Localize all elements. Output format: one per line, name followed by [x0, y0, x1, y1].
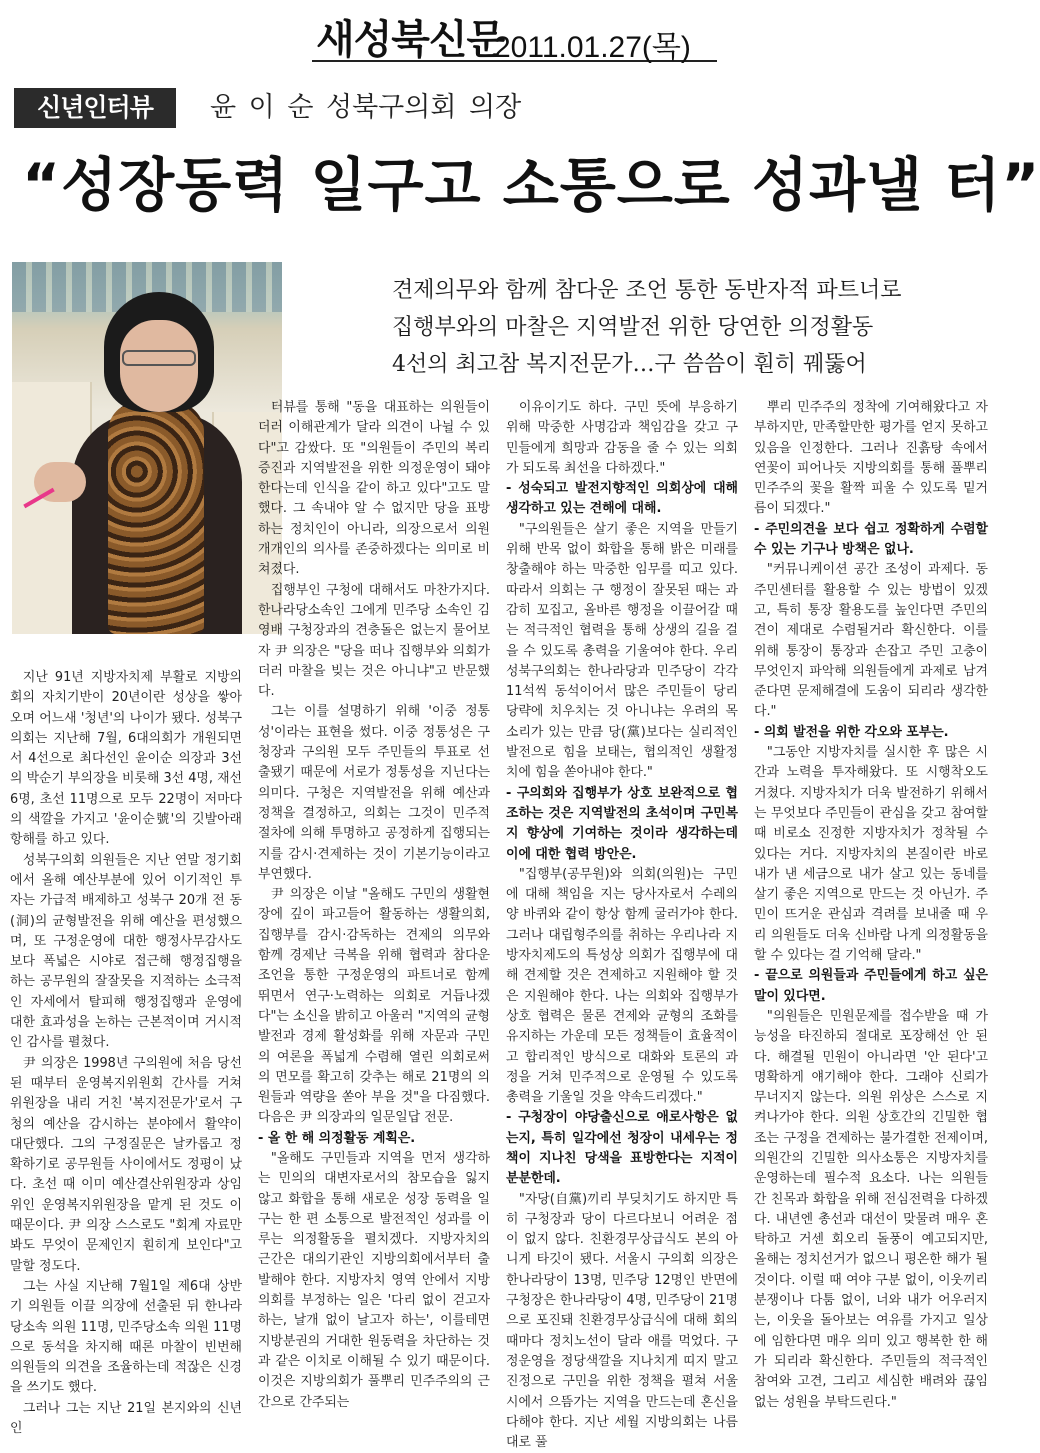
masthead	[312, 8, 717, 62]
article-paragraph: 그러나 그는 지난 21일 본지와의 신년인	[10, 1400, 242, 1436]
interview-question: - 끝으로 의원들과 주민들에게 하고 싶은 말이 있다면.	[754, 968, 988, 1004]
interview-question: - 올 한 해 의정활동 계획은.	[258, 1130, 416, 1146]
interview-question: - 성숙되고 발전지향적인 의회상에 대해 생각하고 있는 견해에 대해.	[506, 481, 738, 517]
interview-photo	[12, 262, 282, 634]
article-paragraph: 이유이기도 하다. 구민 뜻에 부응하기 위해 막중한 사명감과 책임감을 갖고 구민들에게 희망과 감동을 줄 수 있는 의회가 되도록 최선을 다하겠다."	[506, 400, 738, 476]
article-paragraph: 지난 91년 지방자치제 부활로 지방의회의 자치기반이 20년이란 성상을 쌓아오며 어느새 '청년'의 나이가 됐다. 성북구의회는 지난해 7월, 6대의회가 개원되면서 4선으로 최다선인 윤이순 의장과 3선의 박순기 부의장을 비롯해 3선 4명, 재선 6명, 초선 11명으로 모두 22명이 저마다의 색깔을 가지고 '윤이순號'의 깃발아래 항해를 하고 있다.	[10, 670, 242, 848]
article-paragraph: 터뷰를 통해 "동을 대표하는 의원들이 더러 이해관계가 달라 의견이 나뉠 수 있다"고 감쌌다. 또 "의원들이 주민의 복리증진과 지역발전을 위한 의정운영이 돼야 한다는데 인식을 같이 하고 있다"고도 말했다. 그 속내야 알 수 없지만 당을 표방하는 정치인이 아니라, 의장으로서 의원 개개인의 의사를 존중하겠다는 의미로 비쳐졌다.	[258, 400, 490, 578]
newspaper-name: 새성북신문	[316, 17, 505, 63]
headline: “성장동력 일구고 소통으로 성과낼 터”	[22, 151, 1040, 219]
issue-date: 2011.01.27(목)	[494, 31, 691, 64]
article-paragraph: "그동안 지방자치를 실시한 후 많은 시간과 노력을 투자해왔다. 또 시행착오도 거쳤다. 지방자치가 더욱 발전하기 위해서는 무엇보다 주민들이 관심을 갖고 참여할 때 비로소 진정한 지방자치가 정착될 수 있다는 거다. 지방자치의 본질이란 바로 내가 낸 세금으로 내가 살고 있는 동네를 살기 좋은 지역으로 만드는 것 아닌가. 주민이 뜨거운 관심과 격려를 보내줄 때 우리 의원들도 더욱 신바람 나게 의정활동을 할 수 있다는 걸 기억해 달라."	[754, 745, 988, 964]
article-paragraph: "구의원들은 살기 좋은 지역을 만들기 위해 반목 없이 화합을 통해 밝은 미래를 창출해야 하는 막중한 임무를 띠고 있다. 따라서 의회는 구 행정이 잘못된 때는 과감히 꼬집고, 올바른 행정을 이끌어갈 때는 적극적인 협력을 통해 상생의 길을 걸을 수 있도록 총력을 기울여야 한다. 우리 성북구의회는 한나라당과 민주당이 각각 11석씩 동석이어서 많은 주민들이 당리당략에 치우치는 것 아니냐는 우려의 목소리가 있는 만큼 당(黨)보다는 실리적인 발전으로 힘을 보태는, 협의적인 생활정치에 힘을 쏟아내야 한다."	[506, 521, 738, 781]
article-column-2	[258, 398, 490, 1410]
article-paragraph: "의원들은 민원문제를 접수받을 때 가능성을 타진하되 절대로 포장해선 안 된다. 해결될 민원이 아니라면 '안 된다'고 명확하게 얘기해야 한다. 그래야 신뢰가 무너지지 않는다. 의원 위상은 스스로 지켜나가야 한다. 의원 상호간의 긴밀한 협조는 구정을 견제하는 불가결한 전제이며, 의원간의 긴밀한 의사소통은 지방자치를 운영하는데 필수적 요소다. 나는 의원들 간 친목과 화합을 위해 전심전력을 다하겠다. 내년엔 총선과 대선이 맞물려 매우 혼탁하고 거센 회오리 돌풍이 예고되지만, 올해는 정치선거가 없으니 평온한 해가 될 것이다. 이럴 때 여야 구분 없이, 이웃끼리 분쟁이나 다툼 없이, 너와 내가 어우러지는, 이웃을 돌아보는 여유를 가지고 일상에 임한다면 매우 의미 있고 행복한 한 해가 되리라 확신한다. 주민들의 적극적인 참여와 고견, 그리고 세심한 배려와 끊임없는 성원을 부탁드린다."	[754, 1008, 988, 1410]
article-paragraph: 그는 이를 설명하기 위해 '이중 정통성'이라는 표현을 썼다. 이중 정통성은 구청장과 구의원 모두 주민들의 투표로 선출됐기 때문에 서로가 정통성을 지닌다는 의미다. 구청은 지역발전을 위해 예산과 정책을 결정하고, 의회는 그것이 민주적 절차에 의해 투명하고 공정하게 집행되는지를 감시·견제하는 것이 기본기능이라고 부연했다.	[258, 704, 490, 882]
subheadline: 견제의무와 함께 참다운 조언 통한 동반자적 파트너로	[392, 278, 902, 303]
article-paragraph: 尹 의장은 1998년 구의원에 처음 당선된 때부터 운영복지위원회 간사를 거쳐 위원장을 내리 거친 '복지전문가'로서 구청의 예산을 감시하는 분야에서 활약이 대단했다. 그의 구정질문은 날카롭고 정확하기로 공무원들 사이에서도 정평이 났다. 초선 때 이미 예산결산위원장과 상임위인 운영복지위원장을 맡게 된 것도 이 때문이다. 尹 의장 스스로도 "회계 자료만 봐도 무엇이 문제인지 훤히게 보인다"고 말할 정도다.	[10, 1055, 242, 1274]
article-paragraph: 尹 의장은 이날 "올해도 구민의 생활현장에 깊이 파고들어 활동하는 생활의회, 집행부를 감시·감독하는 견제의 의무와 함께 경제난 극복을 위해 협력과 참다운 조언을 통한 구정운영의 파트너로 함께 뛰면서 연구·노력하는 의회로 거듭나겠다"는 소신을 밝히고 아울러 "지역의 균형발전과 경제 활성화를 위해 자문과 구민의 여론을 폭넓게 수렴해 열린 의회로써의 면모를 확고히 갖추는 해로 21명의 의원들과 역량을 쏟아 부을 것"을 다짐했다. 다음은 尹 의장과의 일문일답 전문.	[258, 887, 490, 1126]
article-column-1	[10, 668, 242, 1436]
article-paragraph: 집행부인 구청에 대해서도 마찬가지다. 한나라당소속인 그에게 민주당 소속인 김영배 구청장과의 견충돌은 없는지 물어보자 尹 의장은 "당을 떠나 집행부와 의회가 더러 마찰을 빚는 것은 아니냐"고 반문했다.	[258, 582, 490, 700]
subheadlines	[392, 272, 992, 383]
interview-question: - 구의회와 집행부가 상호 보완적으로 협조하는 것은 지역발전의 초석이며 구민복지 향상에 기여하는 것이라 생각하는데 이에 대한 협력 방안은.	[506, 785, 738, 862]
interview-question: - 주민의견을 보다 쉽고 정확하게 수렴할 수 있는 기구나 방책은 없나.	[754, 521, 988, 558]
section-kicker: 신년인터뷰	[14, 88, 176, 128]
subheadline: 집행부와의 마찰은 지역발전 위한 당연한 의정활동	[392, 315, 874, 340]
article-paragraph: "올해도 구민들과 지역을 먼저 생각하는 민의의 대변자로서의 참모습을 잃지 않고 화합을 통해 새로운 성장 동력을 일구는 한 편 소통으로 발전적인 성과를 이루는 의정활동을 펼치겠다. 지방자치의 근간은 대의기관인 지방의회에서부터 출발해야 한다. 지방자치 영역 안에서 지방의회를 부정하는 일은 '다리 없이 걷고자 하는, 날개 없이 날고자 하는', 이를테면 지방분권의 거대한 원동력을 차단하는 것과 같은 이치로 이해될 수 있기 때문이다. 이것은 지방의회가 풀뿌리 민주주의의 근간으로 간주되는	[258, 1150, 490, 1410]
interviewee-line: 윤 이 순 성북구의회 의장	[210, 92, 522, 123]
article-column-4	[754, 398, 988, 1410]
article-paragraph: 뿌리 민주주의 정착에 기여해왔다고 자부하지만, 만족할만한 평가를 얻지 못하고 있음을 인정한다. 그러나 진흙탕 속에서 연꽃이 피어나듯 지방의회를 통해 풀뿌리 민주주의 꽃을 활짝 피울 수 있도록 밑거름이 되겠다."	[754, 400, 988, 517]
subheadline: 4선의 최고참 복지전문가…구 씀씀이 훤히 꿰뚫어	[392, 352, 867, 377]
article-paragraph: 그는 사실 지난해 7월1일 제6대 상반기 의원들 이끌 의장에 선출된 뒤 한나라당소속 의원 11명, 민주당소속 의원 11명으로 동석을 차지해 때론 마찰이 빈번해 의원들의 의견을 조율하는데 적잖은 신경을 쓰기도 했다.	[10, 1278, 242, 1396]
article-paragraph: "커뮤니케이션 공간 조성이 과제다. 동주민센터를 활용할 수 있는 방법이 있겠고, 특히 통장 활용도를 높인다면 주민의 견이 제대로 수렴될거라 확신한다. 이를 위해 통장이 통장과 손잡고 주민 고충이 무엇인지 파악해 의원들에게 과제로 남겨준다면 문제해결에 도움이 되리라 생각한다."	[754, 562, 988, 720]
article-paragraph: "자당(自黨)끼리 부딪치기도 하지만 특히 구청장과 당이 다르다보니 어려운 점이 없지 않다. 친환경무상급식도 본의 아니게 타깃이 됐다. 서울시 구의회 의장은 한나라당이 13명, 민주당 12명인 반면에 구청장은 한나라당이 4명, 민주당이 21명으로 포진돼 친환경무상급식에 대해 회의 때마다 정치노선이 달라 애를 먹었다. 구정운영을 정당색깔을 지나치게 띠지 말고 진정으로 구민을 위한 정책을 펼쳐 서울시에서 으뜸가는 지역을 만드는데 혼신을 다해야 한다. 지난 세월 지방의회는 나름대로 풀	[506, 1191, 738, 1451]
article-column-3	[506, 398, 738, 1451]
interview-question: - 의회 발전을 위한 각오와 포부는.	[754, 724, 949, 740]
article-paragraph: 성북구의회 의원들은 지난 연말 정기회에서 올해 예산부분에 있어 이기적인 투자는 가급적 배제하고 성북구 20개 전 동(洞)의 균형발전을 위해 예산을 편성했으며, 또 구정운영에 대한 행정사무감사도 보다 폭넓은 시야로 접근해 행정집행을 하는 공무원의 잘잘못을 지적하는 소극적인 자세에서 탈피해 행정집행과 운영에 대한 효과성을 논하는 근본적이며 거시적인 감사를 펼쳤다.	[10, 852, 242, 1051]
interview-question: - 구청장이 야당출신으로 애로사항은 없는지, 특히 일각에선 청장이 내세우는 정책이 지나친 당색을 표방한다는 지적이 분분한데.	[506, 1110, 738, 1187]
article-paragraph: "집행부(공무원)와 의회(의원)는 구민에 대해 책임을 지는 당사자로서 수레의 양 바퀴와 같이 항상 함께 굴러가야 한다. 그러나 대립형주의를 취하는 우리나라 지방자치제도의 특성상 의회가 집행부에 대해 견제할 것은 견제하고 지원해야 할 것은 지원해야 한다. 나는 의회와 집행부가 상호 협력은 물론 견제와 균형의 조화를 유지하는 가운데 모든 정책들이 효율적이고 합리적인 방식으로 대화와 토론의 과정을 거쳐 민주적으로 운영될 수 있도록 총력을 기울일 것을 약속드리겠다."	[506, 866, 738, 1106]
